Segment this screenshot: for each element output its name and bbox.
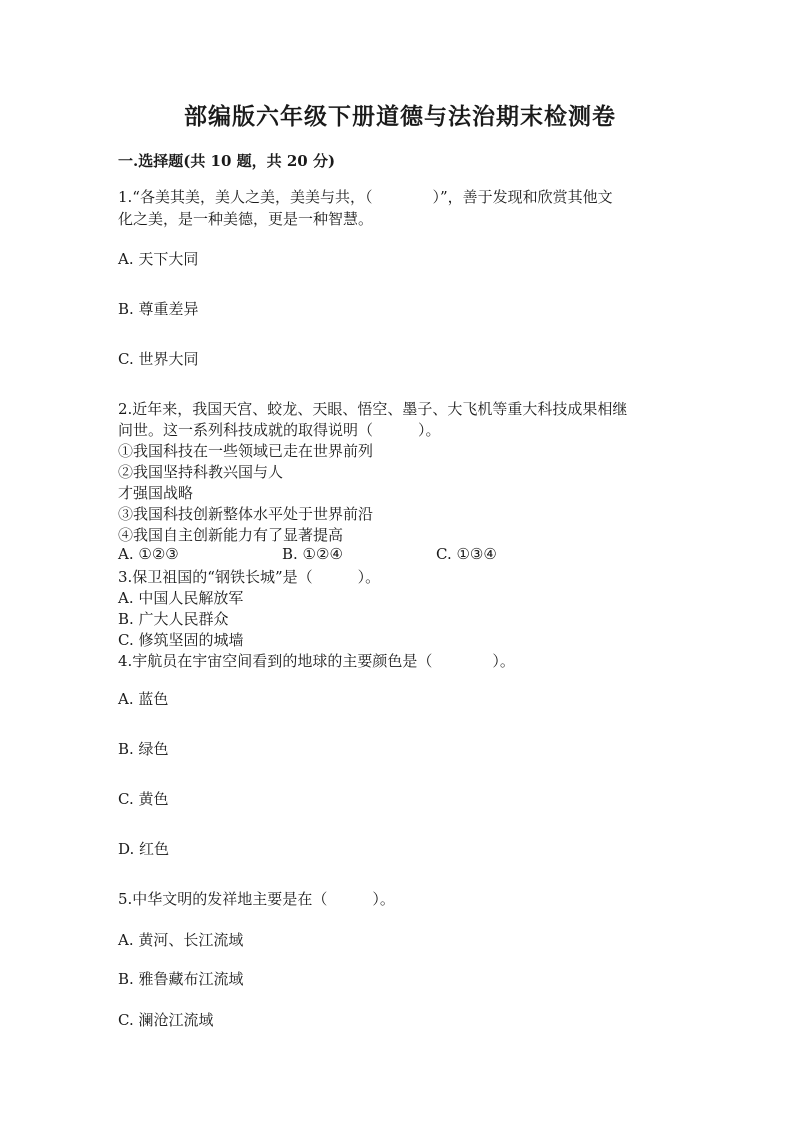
question-stem-line: 1.“各美其美，美人之美，美美与共，（ ）”，善于发现和欣赏其他文 xyxy=(118,188,613,206)
answer-option: B. 广大人民群众 xyxy=(118,610,229,628)
section-header: 一.选择题(共 10 题，共 20 分) xyxy=(118,152,336,170)
page-title: 部编版六年级下册道德与法治期末检测卷 xyxy=(184,103,616,130)
answer-option: B. ①②④ xyxy=(282,545,343,563)
statement-line: ②我国坚持科教兴国与人 xyxy=(118,463,284,481)
answer-option: A. 天下大同 xyxy=(118,250,199,268)
answer-option: D. 红色 xyxy=(118,840,170,858)
statement-line: 才强国战略 xyxy=(118,484,194,502)
statement-line: ③我国科技创新整体水平处于世界前沿 xyxy=(118,505,374,523)
question-stem-line: 2.近年来，我国天宫、蛟龙、天眼、悟空、墨子、大飞机等重大科技成果相继 xyxy=(118,400,628,418)
question-stem-line: 4.宇航员在宇宙空间看到的地球的主要颜色是（ ）。 xyxy=(118,652,515,670)
question-stem-line: 化之美，是一种美德，更是一种智慧。 xyxy=(118,210,374,228)
answer-option: A. ①②③ xyxy=(118,545,179,563)
answer-option: B. 尊重差异 xyxy=(118,300,199,318)
statement-line: ①我国科技在一些领域已走在世界前列 xyxy=(118,442,374,460)
answer-option: B. 雅鲁藏布江流域 xyxy=(118,970,244,988)
answer-option: C. 修筑坚固的城墙 xyxy=(118,631,244,649)
statement-line: ④我国自主创新能力有了显著提高 xyxy=(118,526,344,544)
question-stem-line: 5.中华文明的发祥地主要是在（ ）。 xyxy=(118,890,395,908)
answer-option: A. 蓝色 xyxy=(118,690,169,708)
answer-option: A. 中国人民解放军 xyxy=(118,589,244,607)
answer-option: C. ①③④ xyxy=(436,545,497,563)
answer-option: C. 黄色 xyxy=(118,790,169,808)
answer-option: C. 世界大同 xyxy=(118,350,199,368)
answer-option: B. 绿色 xyxy=(118,740,169,758)
question-stem-line: 问世。这一系列科技成就的取得说明（ ）。 xyxy=(118,421,441,439)
question-stem-line: 3.保卫祖国的“钢铁长城”是（ ）。 xyxy=(118,568,381,586)
answer-option: A. 黄河、长江流域 xyxy=(118,931,244,949)
answer-option: C. 澜沧江流域 xyxy=(118,1011,214,1029)
